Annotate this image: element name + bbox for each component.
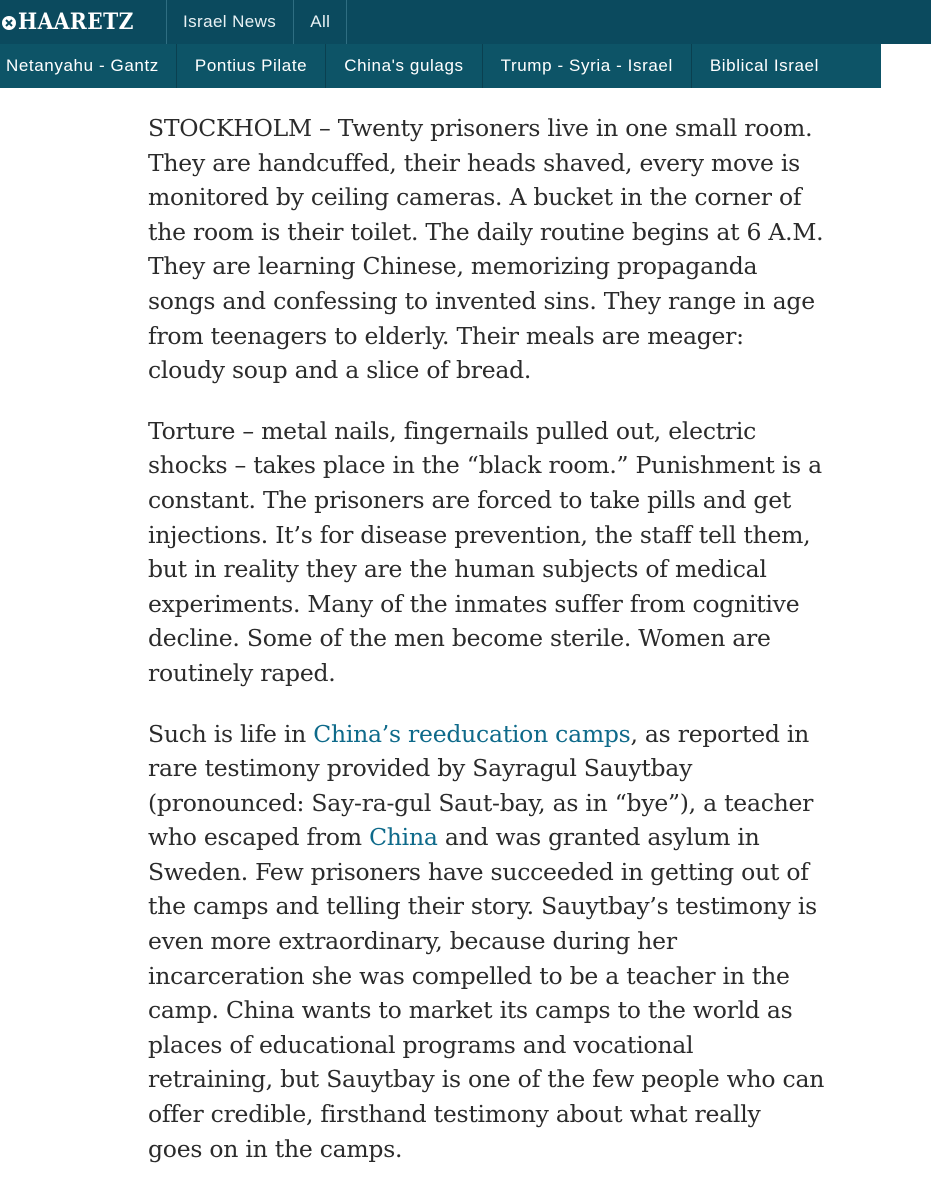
top-bar <box>0 0 931 44</box>
text-line: cloudy soup and a slice of bread. <box>148 356 532 385</box>
text-line: monitored by ceiling cameras. A bucket in the corner of <box>148 183 802 212</box>
text-line: STOCKHOLM – Twenty prisoners live in one small room. <box>148 114 813 142</box>
text-line: constant. The prisoners are forced to take pills and get <box>148 485 792 514</box>
text-segment: , as reported in <box>630 719 810 748</box>
haaretz-logo-icon <box>2 16 16 30</box>
text-line: the room is their toilet. The daily routine begins at 6 A.M. <box>148 217 824 246</box>
topic-trump-syria-israel[interactable]: Trump - Syria - Israel <box>483 44 692 88</box>
text-line: (pronounced: Say-ra-gul Saut-bay, as in “bye”), a teacher <box>148 788 814 817</box>
text-segment: who escaped from <box>148 823 370 852</box>
text-line <box>148 820 868 855</box>
text-line: retraining, but Sauytbay is one of the few people who can <box>148 1065 825 1094</box>
topic-chinas-gulags[interactable]: China's gulags <box>326 44 482 88</box>
article-paragraph <box>148 717 868 1167</box>
text-line: incarceration she was compelled to be a teacher in the <box>148 961 790 990</box>
top-links <box>166 0 347 44</box>
link-chinas-reeducation-camps[interactable]: China’s reeducation camps <box>313 719 631 748</box>
text-line: rare testimony provided by Sayragul Sauytbay <box>148 754 693 783</box>
text-line: Torture – metal nails, fingernails pulled out, electric <box>148 416 757 445</box>
text-line: They are handcuffed, their heads shaved, every move is <box>148 148 800 177</box>
text-line: songs and confessing to invented sins. They range in age <box>148 286 815 315</box>
text-line: even more extraordinary, because during her <box>148 927 677 956</box>
text-line: injections. It’s for disease prevention, the staff tell them, <box>148 520 811 549</box>
text-line <box>148 717 868 752</box>
text-line: places of educational programs and vocational <box>148 1030 694 1059</box>
text-line: camp. China wants to market its camps to the world as <box>148 996 793 1025</box>
topic-biblical-israel[interactable]: Biblical Israel <box>709 56 819 75</box>
article-body <box>148 111 868 1192</box>
haaretz-logo[interactable] <box>0 0 144 44</box>
text-line: the camps and telling their story. Sauytbay’s testimony is <box>148 892 817 921</box>
topic-pontius-pilate[interactable]: Pontius Pilate <box>177 44 326 88</box>
link-china[interactable]: China <box>369 823 438 852</box>
text-line: but in reality they are the human subjects of medical <box>148 555 767 584</box>
topics-nav <box>0 44 881 88</box>
text-line: decline. Some of the men become sterile. Women are <box>148 624 771 653</box>
logo-text: HAARETZ <box>18 9 134 35</box>
article-paragraph <box>148 414 868 691</box>
article-paragraph <box>148 111 868 388</box>
text-segment: Such is life in <box>148 719 314 748</box>
text-line: shocks – takes place in the “black room.” Punishment is a <box>148 451 822 480</box>
top-link-all[interactable]: All <box>293 0 347 44</box>
text-line: goes on in the camps. <box>148 1134 403 1163</box>
topic-netanyahu-gantz[interactable]: Netanyahu - Gantz <box>0 44 177 88</box>
text-segment: and was granted asylum in <box>437 823 760 852</box>
text-line: experiments. Many of the inmates suffer from cognitive <box>148 589 800 618</box>
text-line: They are learning Chinese, memorizing propaganda <box>148 252 758 281</box>
text-line: Sweden. Few prisoners have succeeded in getting out of <box>148 857 809 886</box>
text-line: from teenagers to elderly. Their meals are meager: <box>148 321 744 350</box>
text-line: offer credible, firsthand testimony about what really <box>148 1100 761 1129</box>
top-link-israel-news[interactable]: Israel News <box>166 0 293 44</box>
text-line: routinely raped. <box>148 658 336 687</box>
